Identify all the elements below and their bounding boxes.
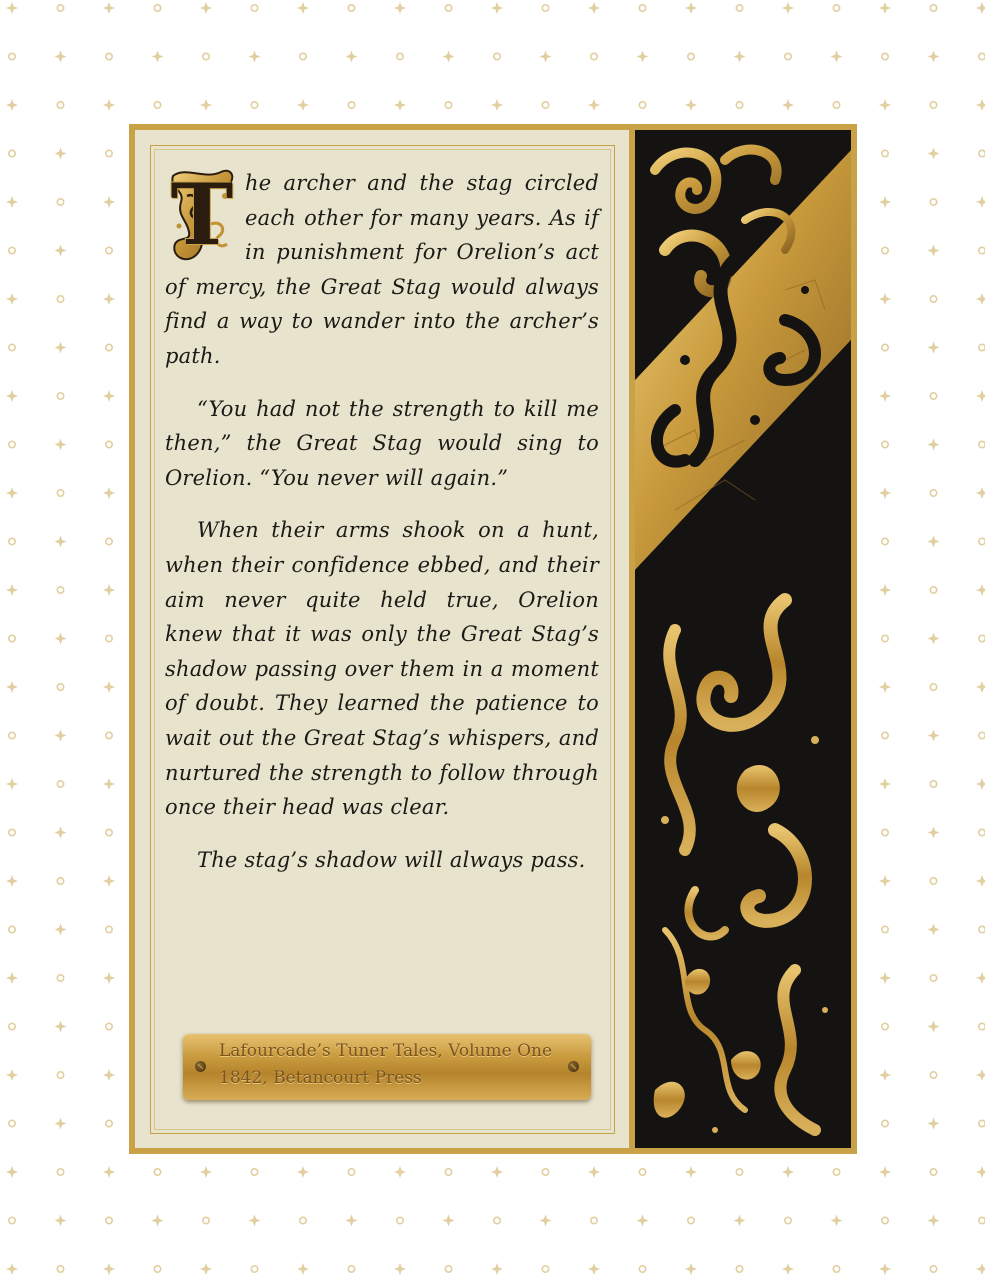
dot-icon (57, 490, 63, 496)
dot-icon (348, 5, 354, 11)
star-icon (103, 487, 115, 499)
dot-icon (979, 150, 985, 156)
star-icon (685, 99, 697, 111)
star-icon (928, 536, 940, 548)
dot-icon (542, 102, 548, 108)
star-icon (55, 51, 67, 63)
dot-icon (57, 587, 63, 593)
star-icon (346, 1215, 358, 1227)
star-icon (637, 51, 649, 63)
text-panel (135, 130, 629, 1148)
star-icon (976, 487, 985, 499)
star-icon (976, 293, 985, 305)
star-icon (6, 1263, 18, 1275)
dot-icon (445, 5, 451, 11)
dot-icon (930, 199, 936, 205)
dot-icon (9, 441, 15, 447)
illuminated-dropcap (165, 166, 239, 264)
star-icon (976, 681, 985, 693)
star-icon (831, 51, 843, 63)
dot-icon (348, 1169, 354, 1175)
dot-icon (154, 1169, 160, 1175)
dot-icon (106, 538, 112, 544)
dot-icon (736, 5, 742, 11)
dot-icon (300, 1217, 306, 1223)
dot-icon (9, 829, 15, 835)
dot-icon (979, 1023, 985, 1029)
star-icon (152, 1215, 164, 1227)
dot-icon (882, 53, 888, 59)
dot-icon (397, 1217, 403, 1223)
star-icon (928, 1215, 940, 1227)
dot-icon (9, 53, 15, 59)
star-icon (782, 2, 794, 14)
dot-icon (106, 926, 112, 932)
star-icon (55, 1021, 67, 1033)
star-icon (55, 536, 67, 548)
star-icon (879, 681, 891, 693)
star-icon (588, 1263, 600, 1275)
dot-icon (57, 684, 63, 690)
star-icon (55, 730, 67, 742)
star-icon (976, 778, 985, 790)
star-icon (928, 924, 940, 936)
star-icon (685, 2, 697, 14)
dot-icon (930, 296, 936, 302)
dot-icon (882, 635, 888, 641)
dot-icon (833, 1266, 839, 1272)
paragraph-1-text: he archer and the stag circled each other for many years. As if in punishment for Orelion’s act of mercy, the Great Stag would always find a way to wander into the archer’s path. (165, 171, 599, 368)
star-icon (588, 2, 600, 14)
star-icon (928, 342, 940, 354)
dot-icon (203, 1217, 209, 1223)
paragraph-4: The stag’s shadow will always pass. (197, 847, 586, 872)
dot-icon (542, 1266, 548, 1272)
dot-icon (106, 829, 112, 835)
star-icon (6, 2, 18, 14)
dot-icon (445, 1169, 451, 1175)
dot-icon (930, 587, 936, 593)
dot-icon (348, 102, 354, 108)
dot-icon (348, 1266, 354, 1272)
dot-icon (57, 1266, 63, 1272)
star-icon (6, 778, 18, 790)
star-icon (879, 1166, 891, 1178)
star-icon (976, 972, 985, 984)
star-icon (928, 1118, 940, 1130)
dot-icon (785, 1217, 791, 1223)
screw-left-icon (195, 1061, 206, 1072)
dot-icon (930, 1169, 936, 1175)
star-icon (6, 196, 18, 208)
dot-icon (57, 1169, 63, 1175)
star-icon (103, 778, 115, 790)
dot-icon (106, 1120, 112, 1126)
star-icon (394, 1166, 406, 1178)
dot-icon (57, 1072, 63, 1078)
star-icon (103, 390, 115, 402)
star-icon (297, 99, 309, 111)
star-icon (55, 827, 67, 839)
star-icon (103, 584, 115, 596)
dot-icon (154, 1266, 160, 1272)
star-icon (200, 1166, 212, 1178)
dot-icon (9, 344, 15, 350)
star-icon (976, 99, 985, 111)
dot-icon (930, 393, 936, 399)
star-icon (103, 196, 115, 208)
star-icon (976, 196, 985, 208)
star-icon (879, 487, 891, 499)
star-icon (394, 99, 406, 111)
plaque-publisher: 1842, Betancourt Press (219, 1068, 422, 1088)
star-icon (6, 293, 18, 305)
dot-icon (930, 684, 936, 690)
dot-icon (688, 53, 694, 59)
star-icon (55, 1215, 67, 1227)
star-icon (55, 1118, 67, 1130)
star-icon (346, 51, 358, 63)
star-icon (103, 875, 115, 887)
star-icon (928, 439, 940, 451)
dot-icon (57, 5, 63, 11)
star-icon (249, 1215, 261, 1227)
star-icon (491, 1263, 503, 1275)
star-icon (879, 1263, 891, 1275)
plaque-title: Lafourcade’s Tuner Tales, Volume One (219, 1041, 553, 1061)
dot-icon (639, 1266, 645, 1272)
star-icon (6, 584, 18, 596)
star-icon (394, 2, 406, 14)
star-icon (540, 51, 552, 63)
dot-icon (106, 344, 112, 350)
dot-icon (930, 1266, 936, 1272)
star-icon (443, 1215, 455, 1227)
star-icon (976, 1166, 985, 1178)
star-icon (6, 681, 18, 693)
dot-icon (882, 1120, 888, 1126)
star-icon (491, 2, 503, 14)
star-icon (103, 681, 115, 693)
dot-icon (979, 441, 985, 447)
star-icon (491, 1166, 503, 1178)
dot-icon (688, 1217, 694, 1223)
star-icon (928, 730, 940, 742)
star-icon (928, 827, 940, 839)
dot-icon (979, 635, 985, 641)
dot-icon (930, 781, 936, 787)
star-icon (879, 99, 891, 111)
source-plaque (183, 1034, 591, 1100)
star-icon (928, 245, 940, 257)
dot-icon (930, 102, 936, 108)
star-icon (879, 390, 891, 402)
dot-icon (930, 975, 936, 981)
dot-icon (106, 1217, 112, 1223)
dot-icon (785, 53, 791, 59)
star-icon (200, 1263, 212, 1275)
dot-icon (57, 199, 63, 205)
dot-icon (542, 1169, 548, 1175)
star-icon (879, 584, 891, 596)
dot-icon (591, 1217, 597, 1223)
dot-icon (9, 150, 15, 156)
dot-icon (445, 1266, 451, 1272)
dot-icon (251, 102, 257, 108)
dot-icon (9, 732, 15, 738)
star-icon (103, 293, 115, 305)
star-icon (540, 1215, 552, 1227)
dot-icon (251, 1169, 257, 1175)
paragraph-2: “You had not the strength to kill me then,” the Great Stag would sing to Orelion. “You never will again.” (165, 396, 599, 490)
star-icon (6, 487, 18, 499)
dot-icon (397, 53, 403, 59)
filigree-ornament-icon (635, 130, 851, 1148)
star-icon (588, 99, 600, 111)
star-icon (831, 1215, 843, 1227)
dot-icon (106, 247, 112, 253)
star-icon (200, 2, 212, 14)
dot-icon (979, 538, 985, 544)
dot-icon (542, 5, 548, 11)
dot-icon (57, 975, 63, 981)
paragraph-1 (165, 166, 599, 374)
star-icon (976, 875, 985, 887)
dot-icon (833, 102, 839, 108)
dot-icon (9, 1217, 15, 1223)
dot-icon (930, 878, 936, 884)
star-icon (928, 148, 940, 160)
star-icon (879, 2, 891, 14)
star-icon (103, 972, 115, 984)
star-icon (491, 99, 503, 111)
star-icon (976, 2, 985, 14)
dot-icon (494, 53, 500, 59)
dot-icon (9, 926, 15, 932)
star-icon (55, 342, 67, 354)
dot-icon (639, 5, 645, 11)
star-icon (297, 1263, 309, 1275)
dot-icon (9, 1120, 15, 1126)
star-icon (879, 1069, 891, 1081)
star-icon (928, 633, 940, 645)
star-icon (734, 51, 746, 63)
star-icon (879, 778, 891, 790)
star-icon (588, 1166, 600, 1178)
dot-icon (300, 53, 306, 59)
star-icon (103, 1166, 115, 1178)
dot-icon (979, 247, 985, 253)
dot-icon (882, 150, 888, 156)
star-icon (782, 1263, 794, 1275)
dot-icon (106, 150, 112, 156)
star-icon (55, 633, 67, 645)
dot-icon (833, 1169, 839, 1175)
dot-icon (979, 1120, 985, 1126)
page-frame (129, 124, 857, 1154)
dot-icon (833, 5, 839, 11)
dot-icon (979, 829, 985, 835)
dot-icon (979, 926, 985, 932)
dot-icon (736, 1169, 742, 1175)
dot-icon (9, 247, 15, 253)
star-icon (685, 1166, 697, 1178)
dot-icon (9, 538, 15, 544)
dot-icon (106, 53, 112, 59)
star-icon (55, 439, 67, 451)
ornament-panel (635, 130, 851, 1148)
dot-icon (57, 296, 63, 302)
dropcap-letter: T (170, 165, 234, 264)
star-icon (928, 51, 940, 63)
dot-icon (882, 926, 888, 932)
star-icon (443, 51, 455, 63)
star-icon (879, 196, 891, 208)
star-icon (103, 1263, 115, 1275)
star-icon (879, 972, 891, 984)
dot-icon (930, 1072, 936, 1078)
star-icon (734, 1215, 746, 1227)
dot-icon (882, 441, 888, 447)
star-icon (152, 51, 164, 63)
dot-icon (9, 1023, 15, 1029)
dot-icon (882, 829, 888, 835)
dot-icon (106, 441, 112, 447)
dot-icon (57, 102, 63, 108)
dot-icon (736, 102, 742, 108)
dot-icon (106, 732, 112, 738)
star-icon (394, 1263, 406, 1275)
dot-icon (930, 5, 936, 11)
dot-icon (494, 1217, 500, 1223)
dot-icon (154, 5, 160, 11)
star-icon (976, 584, 985, 596)
star-icon (6, 1069, 18, 1081)
star-icon (6, 99, 18, 111)
star-icon (637, 1215, 649, 1227)
star-icon (103, 99, 115, 111)
star-icon (6, 390, 18, 402)
paragraph-3: When their arms shook on a hunt, when their confidence ebbed, and their aim never quite held true, Orelion knew that it was only the Great Stag’s shadow passing over them in a moment of doubt. They learned the patience to wait out the Great Stag’s whispers, and nurtured the strength to follow through once their head was clear. (165, 518, 599, 820)
star-icon (6, 972, 18, 984)
star-icon (879, 875, 891, 887)
star-icon (782, 1166, 794, 1178)
dot-icon (251, 1266, 257, 1272)
story-text (165, 166, 599, 895)
dot-icon (106, 635, 112, 641)
star-icon (249, 51, 261, 63)
dot-icon (930, 490, 936, 496)
dot-icon (57, 393, 63, 399)
dot-icon (882, 1217, 888, 1223)
dot-icon (882, 732, 888, 738)
dot-icon (591, 53, 597, 59)
star-icon (6, 1166, 18, 1178)
dot-icon (882, 344, 888, 350)
star-icon (879, 293, 891, 305)
dot-icon (979, 1217, 985, 1223)
star-icon (297, 1166, 309, 1178)
star-icon (297, 2, 309, 14)
dot-icon (445, 102, 451, 108)
dot-icon (979, 53, 985, 59)
dot-icon (882, 247, 888, 253)
dot-icon (882, 538, 888, 544)
star-icon (782, 99, 794, 111)
star-icon (103, 2, 115, 14)
star-icon (200, 99, 212, 111)
star-icon (976, 1263, 985, 1275)
dot-icon (979, 344, 985, 350)
star-icon (103, 1069, 115, 1081)
dot-icon (154, 102, 160, 108)
dot-icon (979, 732, 985, 738)
dot-icon (57, 878, 63, 884)
dot-icon (203, 53, 209, 59)
dot-icon (639, 1169, 645, 1175)
dot-icon (106, 1023, 112, 1029)
star-icon (55, 924, 67, 936)
star-icon (55, 148, 67, 160)
dot-icon (57, 781, 63, 787)
star-icon (6, 875, 18, 887)
dot-icon (882, 1023, 888, 1029)
dot-icon (9, 635, 15, 641)
star-icon (685, 1263, 697, 1275)
dot-icon (736, 1266, 742, 1272)
star-icon (928, 1021, 940, 1033)
dot-icon (251, 5, 257, 11)
screw-right-icon (568, 1061, 579, 1072)
star-icon (976, 1069, 985, 1081)
star-icon (55, 245, 67, 257)
dot-icon (639, 102, 645, 108)
star-icon (976, 390, 985, 402)
